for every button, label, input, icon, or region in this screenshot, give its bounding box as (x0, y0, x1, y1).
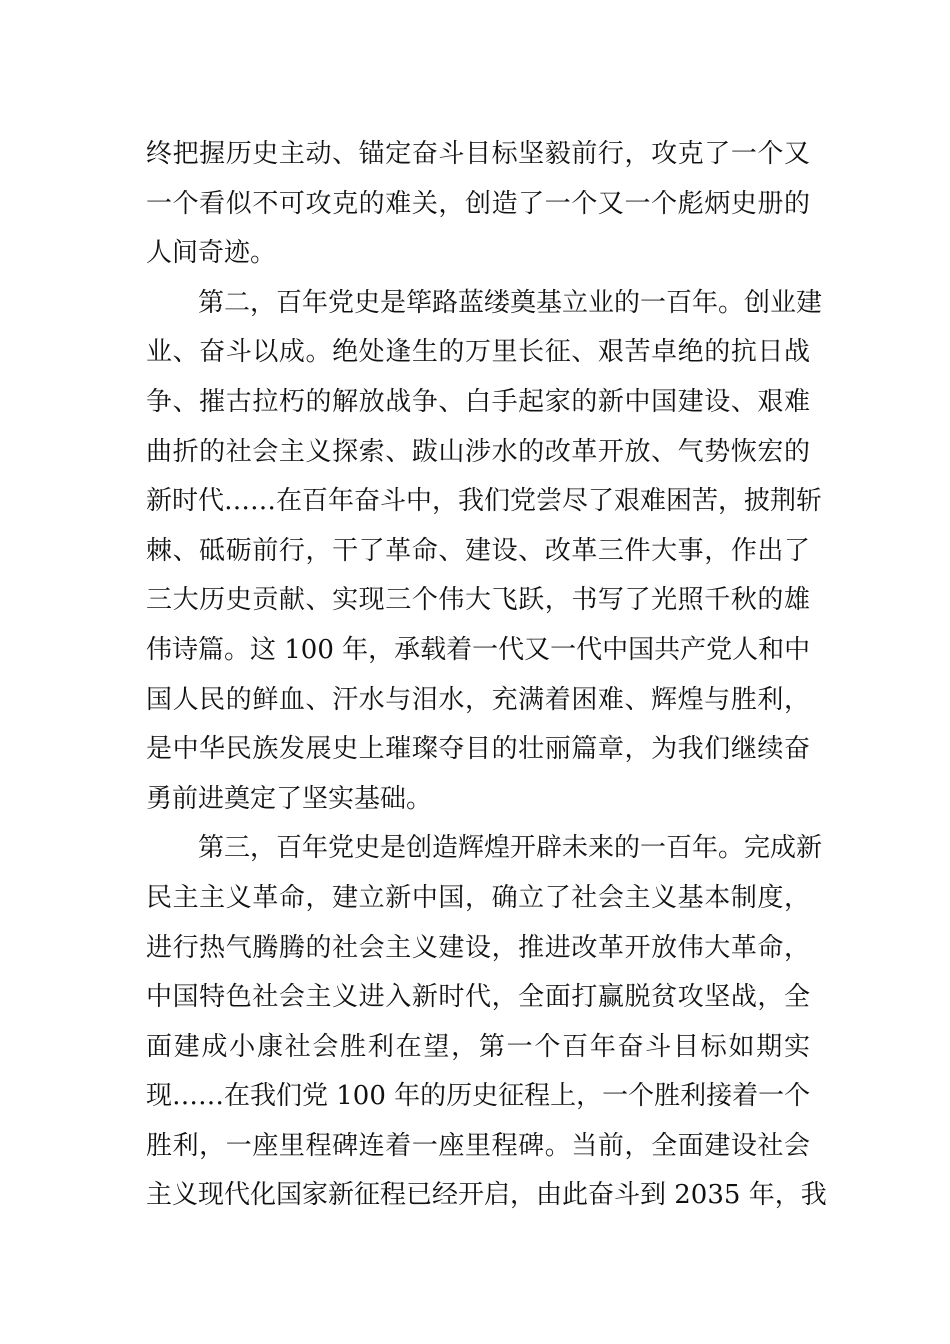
text-line: 民主主义革命，建立新中国，确立了社会主义基本制度， (146, 882, 810, 913)
text-line: 是中华民族发展史上璀璨夺目的壮丽篇章，为我们继续奋 (146, 734, 810, 765)
text-line: 进行热气腾腾的社会主义建设，推进改革开放伟大革命， (146, 932, 810, 963)
paragraph-start-line: 第三，百年党史是创造辉煌开辟未来的一百年。完成新 (198, 833, 823, 864)
text-line: 中国特色社会主义进入新时代，全面打赢脱贫攻坚战，全 (146, 982, 810, 1013)
text-line: 伟诗篇。这 100 年，承载着一代又一代中国共产党人和中 (146, 634, 811, 665)
text-line: 终把握历史主动、锚定奋斗目标坚毅前行，攻克了一个又 (146, 139, 810, 169)
text-line: 人间奇迹。 (146, 238, 277, 269)
text-line: 新时代……在百年奋斗中，我们党尝尽了艰难困苦，披荆斩 (146, 486, 823, 517)
text-line: 棘、砥砺前行，干了革命、建设、改革三件大事，作出了 (146, 535, 810, 566)
text-line: 曲折的社会主义探索、跋山涉水的改革开放、气势恢宏的 (146, 436, 810, 467)
text-line: 业、奋斗以成。绝处逢生的万里长征、艰苦卓绝的抗日战 (146, 337, 810, 368)
text-line: 胜利，一座里程碑连着一座里程碑。当前，全面建设社会 (146, 1130, 810, 1161)
body-text (146, 130, 827, 1221)
text-line: 三大历史贡献、实现三个伟大飞跃，书写了光照千秋的雄 (146, 585, 810, 616)
text-line: 主义现代化国家新征程已经开启，由此奋斗到 2035 年，我 (146, 1180, 827, 1211)
text-line: 争、摧古拉朽的解放战争、白手起家的新中国建设、艰难 (146, 386, 810, 417)
text-line: 勇前进奠定了坚实基础。 (146, 783, 433, 814)
text-line: 现……在我们党 100 年的历史征程上，一个胜利接着一个 (146, 1081, 811, 1112)
text-line: 面建成小康社会胜利在望，第一个百年奋斗目标如期实 (146, 1031, 810, 1062)
paragraph-start-line: 第二，百年党史是筚路蓝缕奠基立业的一百年。创业建 (198, 287, 823, 318)
text-line: 国人民的鲜血、汗水与泪水，充满着困难、辉煌与胜利， (146, 684, 810, 715)
text-line: 一个看似不可攻克的难关，创造了一个又一个彪炳史册的 (146, 188, 810, 219)
